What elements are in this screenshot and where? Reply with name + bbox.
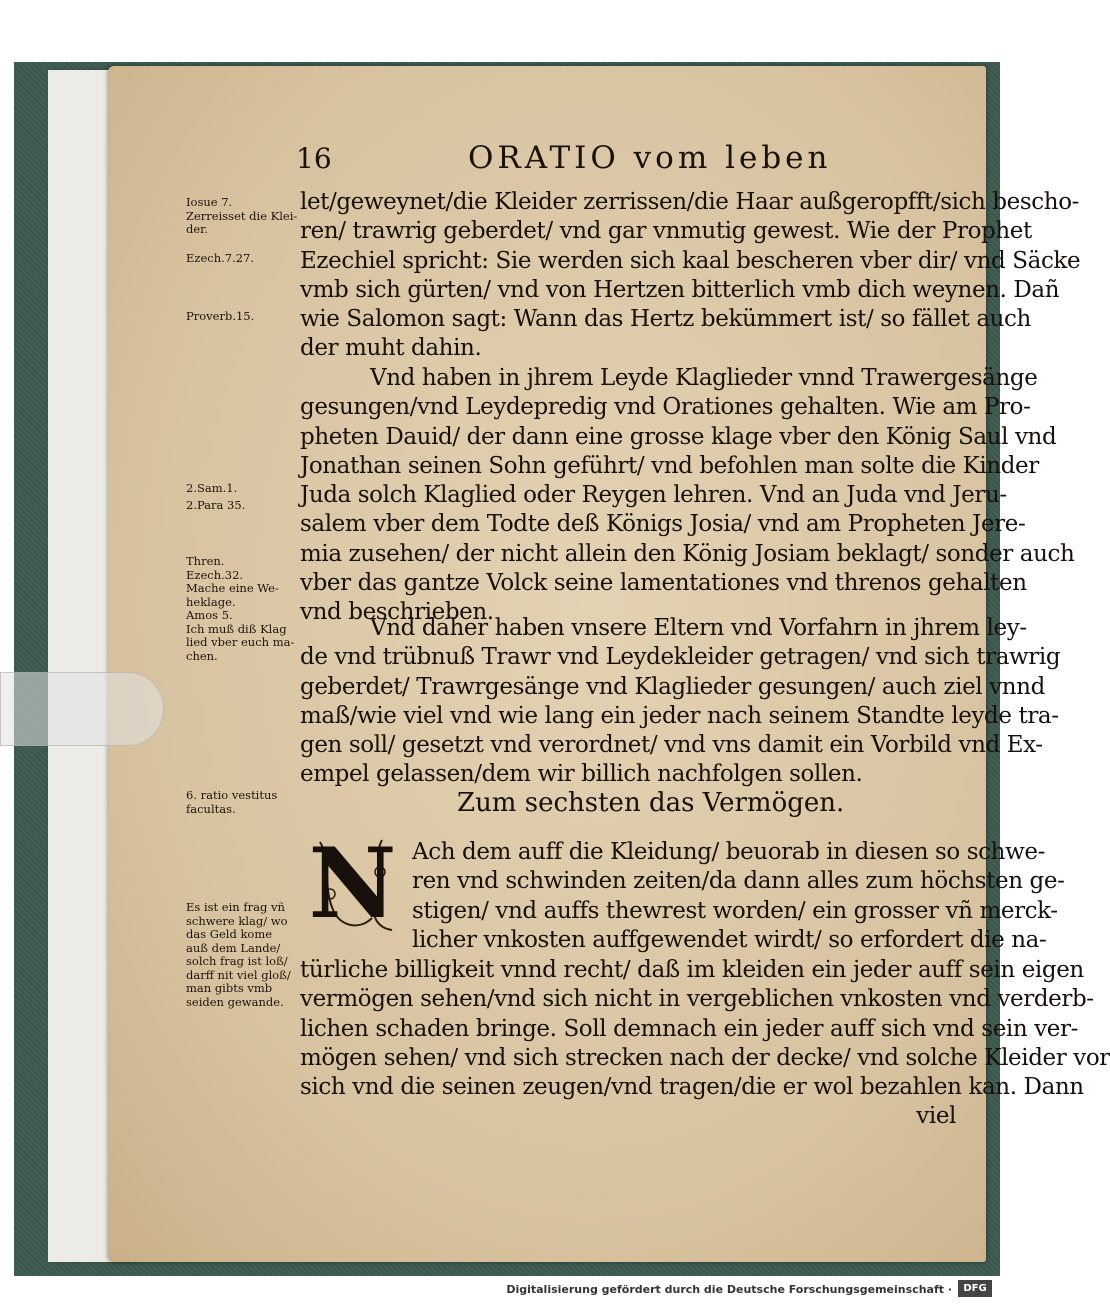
catchword: viel (916, 1103, 956, 1130)
text-line: salem vber dem Todte deß Königs Josia/ vnd am Propheten Jere- (300, 511, 1026, 538)
margin-note: Iosue 7. Zerreisset die Klei- der. (186, 195, 298, 236)
text-line: gen soll/ gesetzt vnd verordnet/ vnd vns damit ein Vorbild vnd Ex- (300, 732, 1043, 759)
text-line: vmb sich gürten/ vnd von Hertzen bitterlich vmb dich weynen. Dañ (300, 276, 1060, 303)
text-line: Vnd daher haben vnsere Eltern vnd Vorfahrn in jhrem ley- (370, 615, 1027, 641)
paragraph (300, 188, 1081, 364)
text-line: geberdet/ Trawrgesänge vnd Klaglieder gesungen/ auch ziel vnnd (300, 673, 1045, 700)
funding-credit: Digitalisierung gefördert durch die Deutsche Forschungsgemeinschaft · (506, 1283, 952, 1296)
page-marker-tab (0, 672, 164, 746)
margin-note: Proverb.15. (186, 309, 255, 323)
page-number: 16 (296, 142, 332, 175)
text-line: sich vnd die seinen zeugen/vnd tragen/die er wol bezahlen kan. Dann (300, 1074, 1084, 1101)
margin-note: 2.Para 35. (186, 498, 246, 512)
margin-note: Thren. Ezech.32. Mache eine We- heklage. Amos 5. Ich muß diß Klag lied vber euch ma- chen. (186, 554, 295, 663)
page-header (296, 140, 956, 186)
text-line: empel gelassen/dem wir billich nachfolgen sollen. (300, 761, 863, 788)
text-line: let/geweynet/die Kleider zerrissen/die Haar außgeropfft/sich bescho- (300, 189, 1080, 215)
text-line: Ach dem auff die Kleidung/ beuorab in diesen so schwe- (412, 839, 1045, 865)
margin-note: Ezech.7.27. (186, 251, 255, 265)
text-line: vnd beschrieben. (300, 599, 494, 626)
text-line: lichen schaden bringe. Soll demnach ein jeder auff sich vnd sein ver- (300, 1015, 1078, 1042)
digitization-footer (0, 1276, 1000, 1304)
margin-note: 6. ratio vestitus facultas. (186, 788, 278, 816)
text-line: vermögen sehen/vnd sich nicht in vergeblichen vnkosten vnd verderb- (300, 986, 1094, 1013)
margin-note: 2.Sam.1. (186, 481, 238, 495)
text-line: maß/wie viel vnd wie lang ein jeder nach seinem Standte leyde tra- (300, 702, 1059, 729)
section-heading: Zum sechsten das Vermögen. (457, 788, 845, 818)
text-line: türliche billigkeit vnnd recht/ daß im kleiden ein jeder auff sein eigen (300, 957, 1084, 983)
text-line: licher vnkosten auffgewendet wirdt/ so erfordert die na- (412, 926, 1047, 953)
paragraph (300, 614, 1061, 790)
text-line: Juda solch Klaglied oder Reygen lehren. Vnd an Juda vnd Jeru- (300, 482, 1007, 509)
text-line: Ezechiel spricht: Sie werden sich kaal bescheren vber dir/ vnd Säcke (300, 247, 1081, 274)
text-line: der muht dahin. (300, 335, 482, 362)
paragraph (300, 956, 1110, 1132)
drop-capital: N (308, 827, 397, 940)
text-line: mia zusehen/ der nicht allein den König Josiam beklagt/ sonder auch (300, 540, 1075, 567)
text-line: vber das gantze Volck seine lamentationes vnd threnos gehalten (300, 570, 1027, 597)
text-line: Jonathan seinen Sohn geführt/ vnd befohlen man solte die Kinder (300, 452, 1039, 479)
text-line: gesungen/vnd Leydepredig vnd Orationes gehalten. Wie am Pro- (300, 394, 1031, 421)
text-line: mögen sehen/ vnd sich strecken nach der decke/ vnd solche Kleider vor (300, 1044, 1110, 1071)
paragraph-indented (412, 838, 1065, 955)
running-title: ORATIO vom leben (468, 140, 832, 176)
dfg-logo: DFG (958, 1280, 992, 1297)
text-line: wie Salomon sagt: Wann das Hertz bekümmert ist/ so fället auch (300, 306, 1031, 333)
text-line: ren vnd schwinden zeiten/da dann alles zum höchsten ge- (412, 868, 1065, 895)
text-line: stigen/ vnd auffs thewrest worden/ ein grosser vñ merck- (412, 897, 1058, 924)
text-line: ren/ trawrig geberdet/ vnd gar vnmutig gewest. Wie der Prophet (300, 218, 1032, 245)
margin-note: Es ist ein frag vñ schwere klag/ wo das Geld kome auß dem Lande/ solch frag ist loß/ darff nit viel gloß/ man gibts vmb seiden gewande. (186, 900, 291, 1009)
text-line: Vnd haben in jhrem Leyde Klaglieder vnnd Trawergesänge (370, 365, 1038, 391)
text-line: de vnd trübnuß Trawr vnd Leydekleider getragen/ vnd sich trawrig (300, 644, 1061, 671)
text-line: pheten Dauid/ der dann eine grosse klage vber den König Saul vnd (300, 423, 1057, 450)
